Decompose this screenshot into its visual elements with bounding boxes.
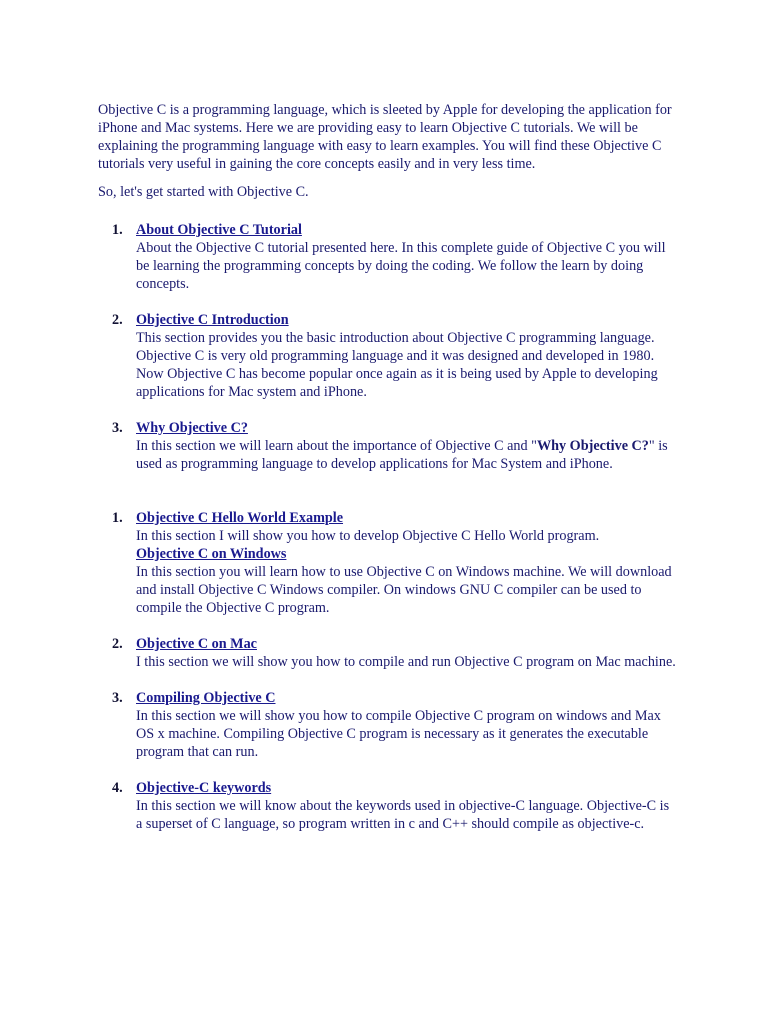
link-compiling-objective-c[interactable]: Compiling Objective C: [136, 690, 276, 706]
link-objective-c-on-mac[interactable]: Objective C on Mac: [136, 636, 257, 652]
description-text: In this section we will learn about the importance of Objective C and ": [136, 438, 537, 454]
list-item: [98, 221, 678, 293]
list-item: [98, 689, 678, 761]
list-number: 1.: [112, 222, 123, 238]
tutorial-list-2: [98, 509, 678, 833]
list-item-description: [136, 437, 678, 473]
list-item-description: In this section we will show you how to compile Objective C program on windows and Max OS x machine. Compiling Objective C program is necessary as it generates the executable program that can run.: [136, 708, 661, 760]
list-number: 3.: [112, 420, 123, 436]
list-item: [98, 509, 678, 617]
link-objective-c-keywords[interactable]: Objective-C keywords: [136, 780, 272, 796]
list-number: 2.: [112, 636, 123, 652]
intro-start-line: So, let's get started with Objective C.: [98, 184, 309, 200]
list-number: 3.: [112, 690, 123, 706]
list-item-description: About the Objective C tutorial presented here. In this complete guide of Objective C you will be learning the programming concepts by doing the coding. We follow the learn by doing concepts.: [136, 240, 666, 292]
list-item-description: In this section you will learn how to use Objective C on Windows machine. We will download and install Objective C Windows compiler. On windows GNU C compiler can be used to compile the Objective C program.: [136, 564, 672, 616]
list-item: [98, 311, 678, 401]
list-item: [98, 779, 678, 833]
list-item-description: In this section we will know about the keywords used in objective-C language. Objective-C is a superset of C language, so program written in c and C++ should compile as objective-c.: [136, 798, 670, 832]
list-number: 4.: [112, 780, 123, 796]
document-content: [98, 101, 678, 851]
list-number: 2.: [112, 312, 123, 328]
description-text: " is used as programming language to develop applications for Mac System and iPhone.: [136, 438, 668, 472]
list-number: 1.: [112, 510, 123, 526]
intro-paragraph: Objective C is a programming language, which is sleeted by Apple for developing the application for iPhone and Mac systems. Here we are providing easy to learn Objective C tutorials. We will be explaining the programming language with easy to learn examples. You will find these Objective C tutorials very useful in gaining the core concepts easily and in very less time.: [98, 102, 672, 172]
list-item-description: I this section we will show you how to compile and run Objective C program on Mac machine.: [136, 654, 676, 670]
link-objective-c-introduction[interactable]: Objective C Introduction: [136, 312, 289, 328]
description-bold-text: Why Objective C?: [536, 438, 649, 454]
tutorial-list-1: [98, 221, 678, 473]
link-objective-c-hello-world[interactable]: Objective C Hello World Example: [136, 510, 344, 526]
list-item-description: This section provides you the basic introduction about Objective C programming language. Objective C is very old programming language and it was designed and developed in 1980. Now Objective C has become popular once again as it is being used by Apple to developing applications for Mac system and iPhone.: [136, 330, 658, 400]
list-item-description: In this section I will show you how to develop Objective C Hello World program.: [136, 528, 600, 544]
list-item: [98, 635, 678, 671]
link-about-objective-c-tutorial[interactable]: About Objective C Tutorial: [136, 222, 302, 238]
link-why-objective-c[interactable]: Why Objective C?: [136, 420, 248, 436]
link-objective-c-on-windows[interactable]: Objective C on Windows: [136, 546, 287, 562]
list-item: [98, 419, 678, 473]
